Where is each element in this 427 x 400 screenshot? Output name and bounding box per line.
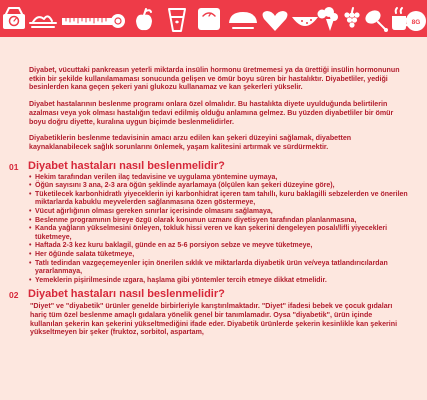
section-1-title: Diyabet hastaları nasıl beslenmelidir? (28, 159, 225, 172)
apple-icon (136, 9, 152, 30)
bathroom-scale-icon (198, 8, 220, 30)
header-banner (0, 0, 427, 54)
section-2 (0, 288, 427, 337)
scale-icon (3, 8, 25, 29)
section-1 (0, 160, 427, 286)
food-on-plate-icon (30, 16, 56, 27)
banner-strip (0, 37, 427, 54)
intro-paragraph-2: Diyabet hastalarının beslenme programı onlara özel olmalıdır. Bu hastalıkta diyete uyulduğunda belirtilerin azalması veya yok olması hastalığın tedavi edilmiş olduğu anlamına gelmez. Bu yüzden diyabetliler bir ömür boyu doğru diyette, kuralına uygun biçimde beslenmelidirler. (29, 100, 394, 126)
broccoli-icon (318, 7, 339, 31)
section-2-heading (0, 288, 427, 300)
list-item: • Hekim tarafından verilen ilaç tedavisine ve uygulama yöntemine uymaya, (30, 174, 409, 183)
section-1-heading (0, 160, 427, 172)
heart-icon (263, 11, 288, 31)
article-body (0, 66, 427, 345)
bread-loaf-icon (229, 12, 257, 28)
section-1-number: 01 (9, 161, 19, 172)
section-2-number: 02 (9, 290, 19, 301)
measuring-tape-icon (62, 14, 125, 28)
intro-paragraph-1: Diyabet, vücuttaki pankreasın yeterli miktarda insülin hormonu üretmemesi ya da ürettiği insülin hormonunun etkin bir şekilde kullanılamaması sonucunda gelişen ve ömür boyu süren bir hastalıktır. Diyabetliler, yediği besinlerden kana geçen şekeri yani glukozu kullanamaz ve kan şekerleri yükselir. (29, 66, 400, 92)
grapes-icon (344, 8, 359, 28)
section-2-title: Diyabet hastaları nasıl beslenmelidir? (28, 288, 225, 301)
chicken-leg-icon (363, 8, 388, 32)
list-item: • Tatlı tedirıdan vazgeçemeyenler için önerilen sıklık ve miktarlarda diyabetik ürün ve/veya tatlandırıcılardan yararlanmaya, (30, 260, 409, 277)
banner-icon-row (0, 3, 427, 35)
list-item: • Her öğünde salata tüketmeye, (30, 251, 409, 260)
water-glass-icon (169, 9, 185, 31)
watermelon-slice-icon (292, 17, 318, 26)
list-item: • Vücut ağırlığının olması gereken sınırlar içerisinde olmasını sağlamaya, (30, 208, 409, 217)
section-1-bullet-list (0, 174, 427, 286)
list-item: • Tüketilecek karbonhidratlı yiyeceklerin iyi karbonhidrat içeren tam tahıllı, kuru baklagilli sebzelerden ve önerilen miktarlarda kabuklu meyvelerden sağlanmasına özen göstermeye, (30, 191, 409, 208)
list-item: • Öğün sayısını 3 ana, 2-3 ara öğün şeklinde ayarlamaya (ölçülen kan şekeri düzeyine göre), (30, 182, 409, 191)
list-item: • Kanda yağların yükselmesini önleyen, tokluk hissi veren ve kan şekerini dengeleyen posalı/lifli yiyecekleri tüketmeye, (30, 225, 409, 242)
intro-paragraph-3: Diyabetiklerin beslenme tedavisinin amacı arzu edilen kan şekeri düzeyini sağlamak, diyabetten kaynaklanabilecek sağlık sorunlarını önlemek, yaşam kalitesini artırmak ve sürdürmektir. (29, 134, 352, 151)
list-item: • Haftada 2-3 kez kuru baklagil, günde en az 5-6 porsiyon sebze ve meyve tüketmeye, (30, 242, 409, 251)
section-2-paragraph: "Diyet" ve "diyabetik" ürünler genelde birbirleriyle karıştırılmaktadır. "Diyet" ifadesi bebek ve çocuk gıdaları hariç tüm özel beslenme amaçlı gıdalara yönelik genel bir tanımlamadır. Oysa "diyabetik", ürün içinde kullanılan şekerin kan şekerini yükseltmediğini ifade eder. Diyabetik ürünlerde şekerin kesinlikle kan şekerini yükseltmeyen bir şeker (fruktoz, sorbitol, aspartam, (30, 302, 398, 337)
weight-plate-label: 8G (411, 19, 421, 26)
list-item: • Beslenme programının bireye özgü olarak konunun uzmanı diyetisyen tarafından planlanmasına, (30, 217, 409, 226)
list-item: • Yemeklerin pişirilmesinde ızgara, haşlama gibi yöntemler tercih etmeye dikkat etmelidir. (30, 277, 409, 286)
